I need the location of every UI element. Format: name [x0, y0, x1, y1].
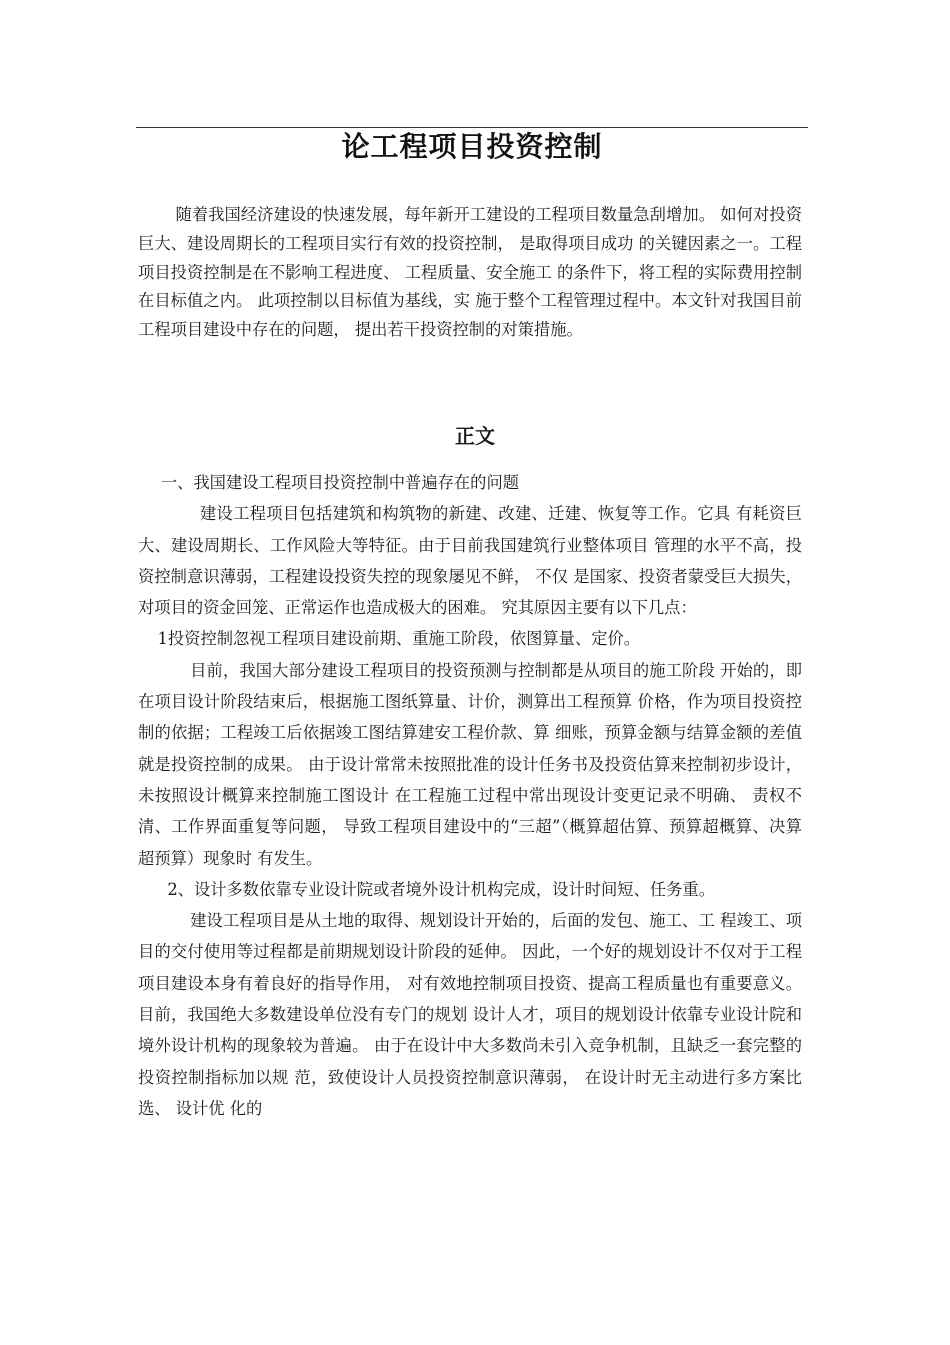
abstract-paragraph: 随着我国经济建设的快速发展，每年新开工建设的工程项目数量急刮增加。 如何对投资巨大、建设周期长的工程项目实行有效的投资控制， 是取得项目成功 的关键因素之一。工程项目投资控制是在不影响工程进度、 工程质量、安全施工 的条件下，将工程的实际费用控制在目标值之内。 此项控制以目标值为基线，实 施于整个工程管理过程中。本文针对我国目前工程项目建设中存在的问题， 提出若干投资控制的对策措施。	[138, 205, 802, 340]
title-block	[136, 104, 808, 163]
heading-point-1: 1投资控制忽视工程项目建设前期、重施工阶段，依图算量、定价。	[157, 629, 641, 649]
paragraph-overview: 建设工程项目包括建筑和构筑物的新建、改建、迁建、恢复等工作。它具 有耗资巨大、建设周期长、工作风险大等特征。由于目前我国建筑行业整体项目 管理的水平不高，投资控制意识薄弱，工程建设投资失控的现象屡见不鲜， 不仅 是国家、投资者蒙受巨大损失，对项目的资金回笼、正常运作也造成极大的困难。 究其原因主要有以下几点：	[138, 504, 802, 618]
paragraph-point-1: 目前，我国大部分建设工程项目的投资预测与控制都是从项目的施工阶段 开始的，即在项目设计阶段结束后，根据施工图纸算量、计价，测算出工程预算 价格，作为项目投资控制的依据；工程竣工后依据竣工图结算建安工程价款、算 细账，预算金额与结算金额的差值就是投资控制的成果。 由于设计常常未按照批准的设计任务书及投资估算来控制初步设计，未按照设计概算来控制施工图设计 在工程施工过程中常出现设计变更记录不明确、 责权不清、工作界面重复等问题， 导致工程项目建设中的“三超”（概算超估算、预算超概算、决算超预算）现象时 有发生。	[138, 660, 802, 868]
heading-point-2: 2、设计多数依靠专业设计院或者境外设计机构完成，设计时间短、任务重。	[167, 879, 715, 899]
section-title: 正文	[455, 424, 495, 448]
body-text	[138, 467, 802, 1124]
document-title: 论工程项目投资控制	[341, 129, 603, 163]
paragraph-point-2: 建设工程项目是从土地的取得、规划设计开始的，后面的发包、施工、工 程竣工、项目的交付使用等过程都是前期规划设计阶段的延伸。 因此，一个好的规划设计不仅对于工程项目建设本身有着良好的指导作用， 对有效地控制项目投资、提高工程质量也有重要意义。目前，我国绝大多数建设单位没有专门的规划 设计人才，项目的规划设计依靠专业设计院和境外设计机构的现象较为普遍。 由于在设计中大多数尚未引入竞争机制，且缺乏一套完整的投资控制指标加以规 范，致使设计人员投资控制意识薄弱， 在设计时无主动进行多方案比选、 设计优 化的	[138, 911, 802, 1118]
heading-problems: 一、我国建设工程项目投资控制中普遍存在的问题	[160, 473, 520, 492]
